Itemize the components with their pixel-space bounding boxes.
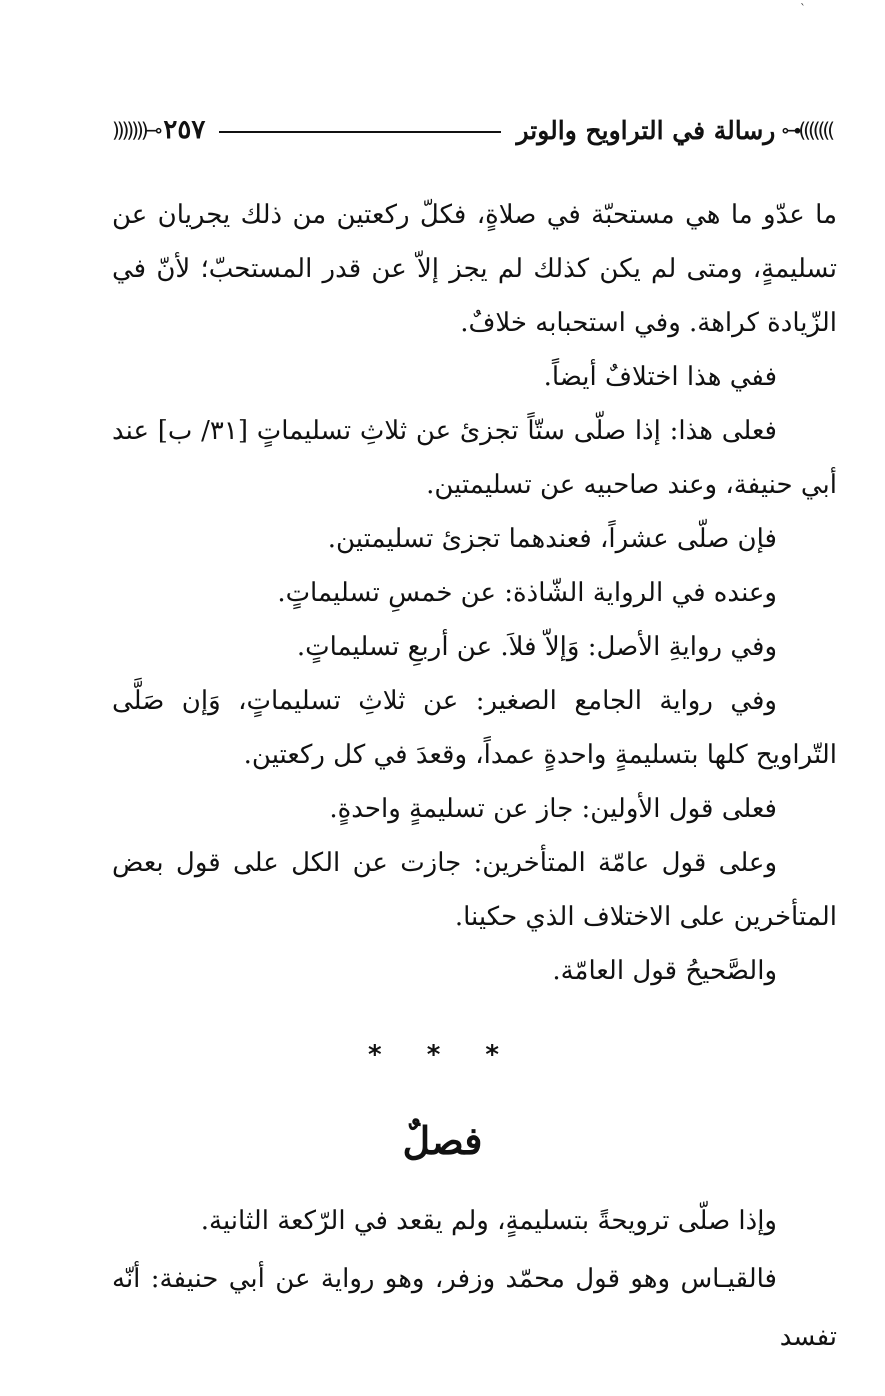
header-ornament-left: ⊸((((((( <box>112 118 160 142</box>
section-text <box>112 1192 837 1366</box>
paragraph: فعلى هذا: إذا صلّى ستّاً تجزئ عن ثلاثِ تسليماتٍ [٣١/ ب] عند أبي حنيفة، وعند صاحبيه عن تسليمتين. <box>112 416 837 500</box>
paragraph: ففي هذا اختلافٌ أيضاً. <box>543 362 777 392</box>
running-header <box>112 110 832 150</box>
paragraph: وإذا صلّى ترويحةً بتسليمةٍ، ولم يقعد في الرّكعة الثانية. <box>200 1206 777 1236</box>
running-title: رسالة في التراويح والوتر <box>516 115 776 145</box>
section-separator: * * * <box>368 1040 517 1070</box>
paragraph: فعلى قول الأولين: جاز عن تسليمةٍ واحدةٍ. <box>329 794 777 824</box>
paragraph: فإن صلّى عشراً، فعندهما تجزئ تسليمتين. <box>327 524 777 554</box>
paragraph: وعلى قول عامّة المتأخرين: جازت عن الكل على قول بعض المتأخرين على الاختلاف الذي حكينا. <box>112 848 837 932</box>
paragraph: وفي رواية الجامع الصغير: عن ثلاثِ تسليماتٍ، وَإن صَلَّى التّراويح كلها بتسليمةٍ واحدةٍ عمداً، وقعدَ في كل ركعتين. <box>112 686 837 770</box>
scan-mark: ˋ <box>800 2 806 16</box>
page-number: ٢٥٧ <box>163 115 206 145</box>
paragraph: فالقيـاس وهو قول محمّد وزفر، وهو رواية عن أبي حنيفة: أنّه تفسد <box>112 1264 837 1352</box>
header-ornament-right: )))))))⊷ <box>781 118 832 142</box>
paragraph: وفي روايةِ الأصل: وَإلاّ فلاَ. عن أربعِ تسليماتٍ. <box>296 632 777 662</box>
section-heading: فصلٌ <box>402 1118 483 1163</box>
paragraph: ما عدّو ما هي مستحبّة في صلاةٍ، فكلّ ركعتين من ذلك يجريان عن تسليمةٍ، ومتى لم يكن كذلك لم يجز إلاّ عن قدر المستحبّ؛ لأنّ في الزّيادة كراهة. وفي استحبابه خلافٌ. <box>112 200 837 338</box>
main-text <box>112 188 837 998</box>
header-rule <box>219 131 500 133</box>
paragraph: وعنده في الرواية الشّاذة: عن خمسِ تسليماتٍ. <box>277 578 777 608</box>
paragraph: والصَّحيحُ قول العامّة. <box>552 956 777 986</box>
